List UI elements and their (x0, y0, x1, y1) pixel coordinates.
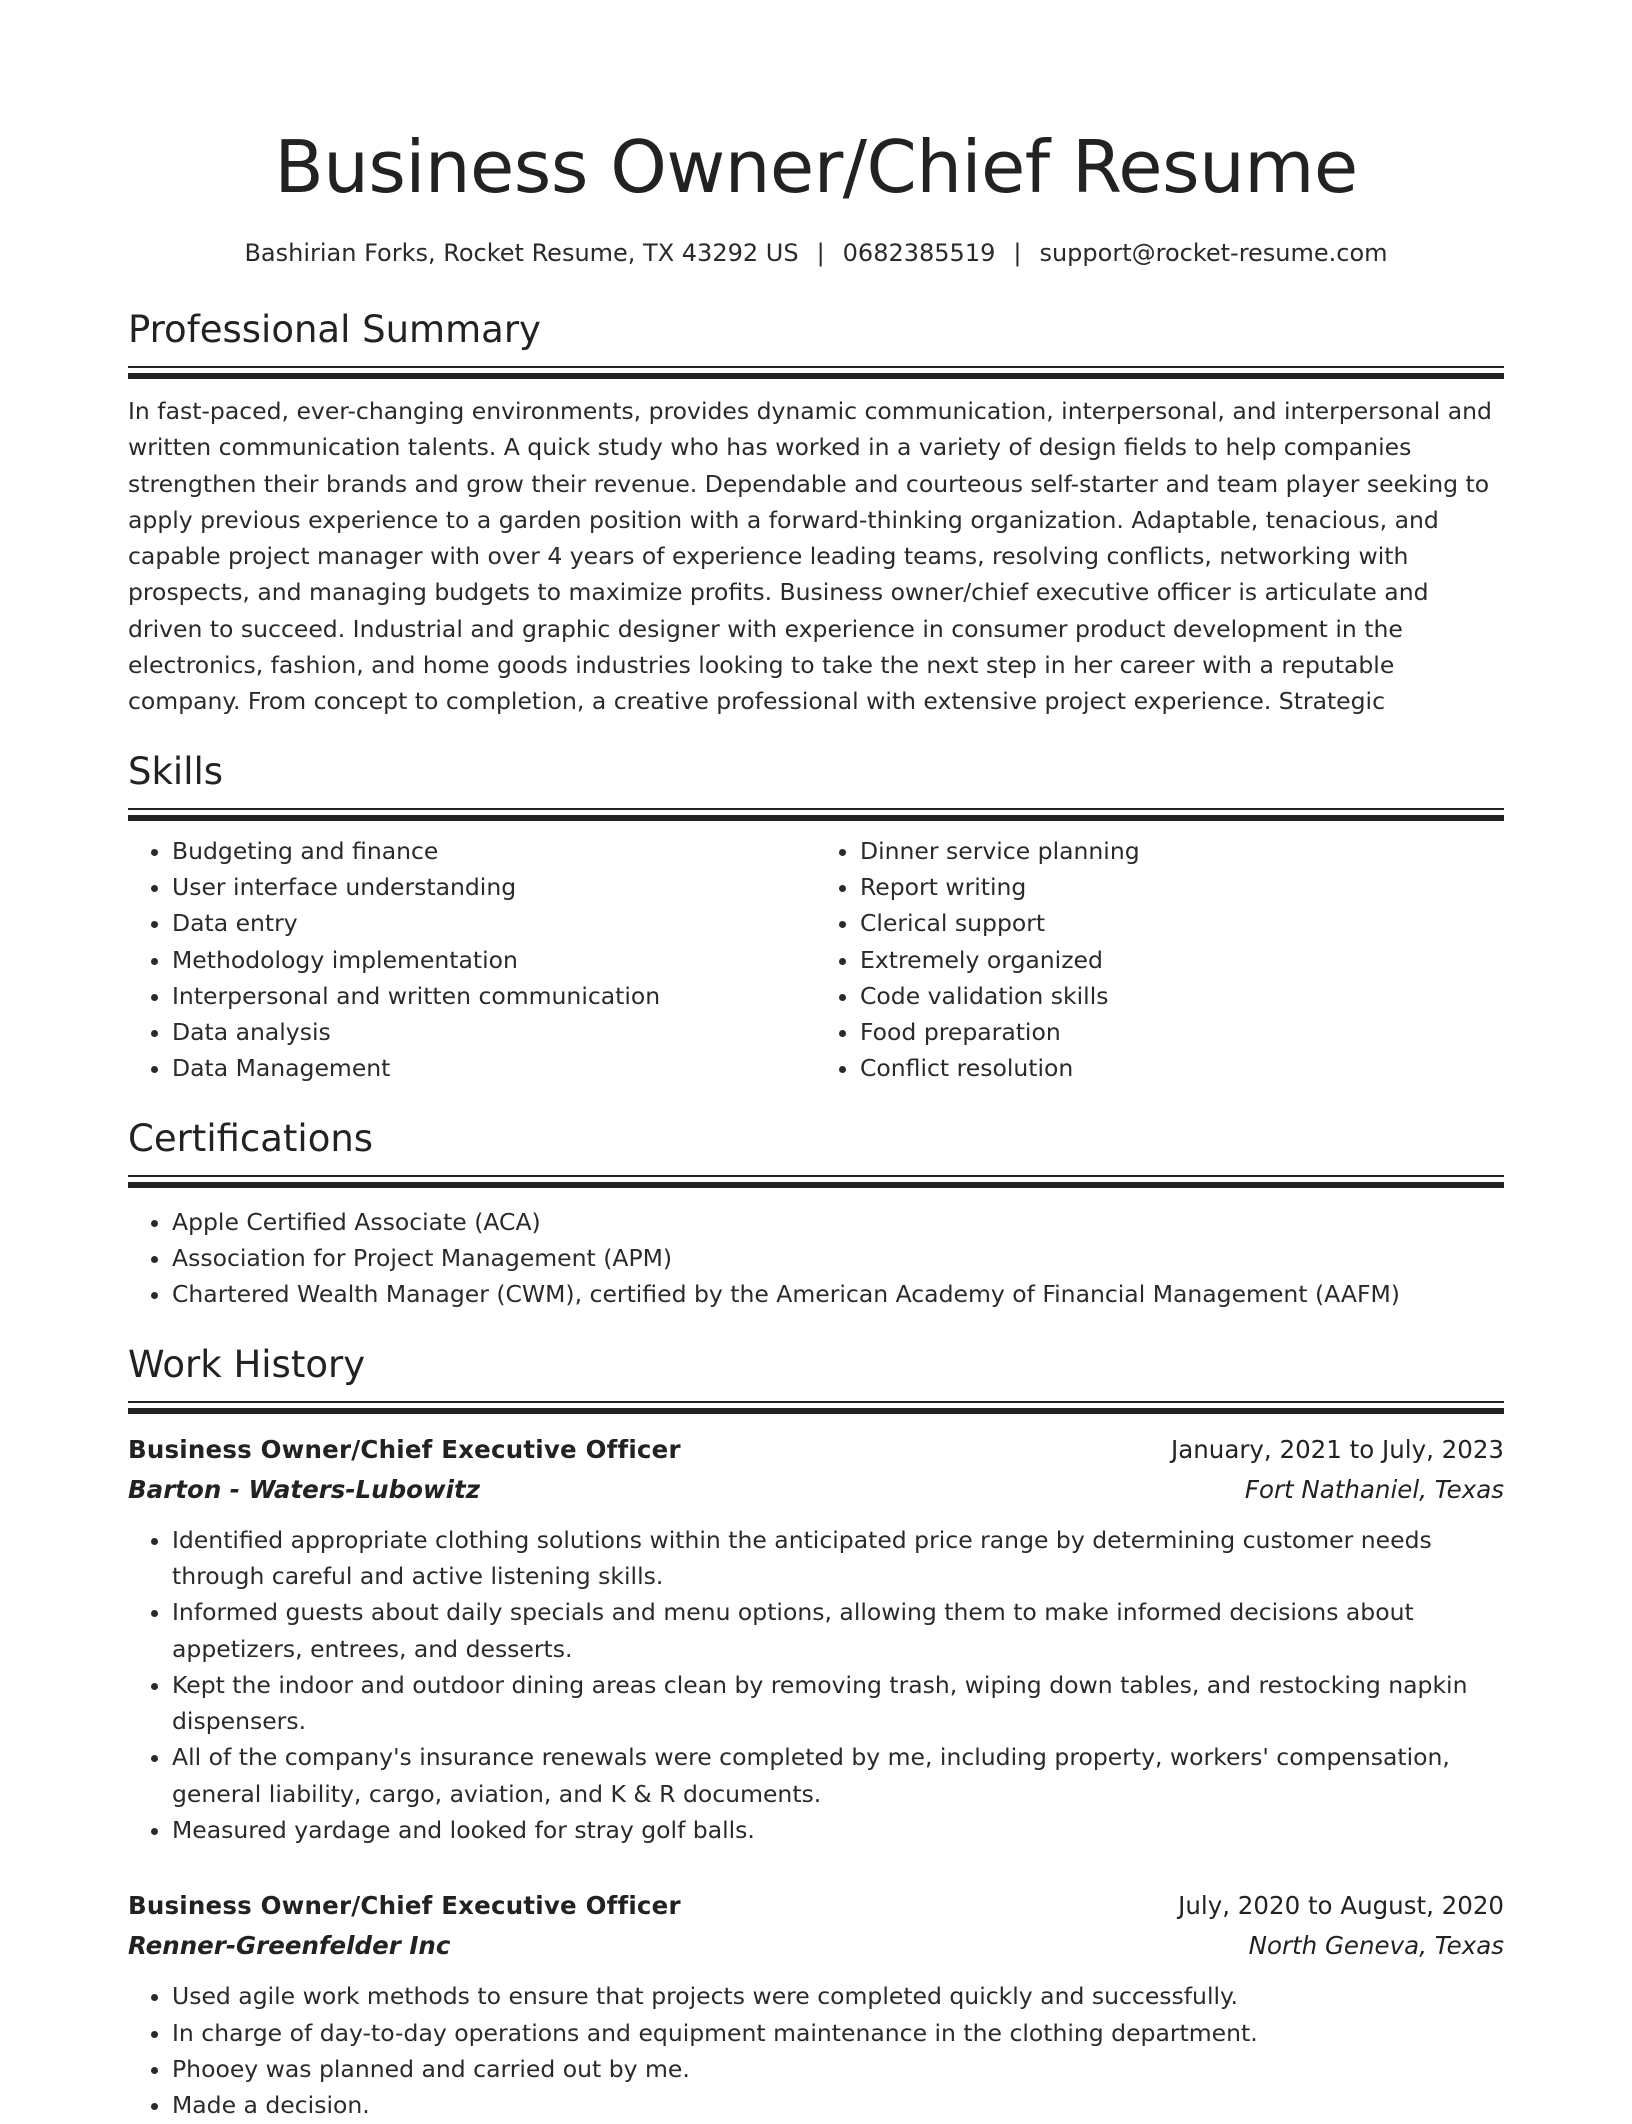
job-location: North Geneva, Texas (1248, 1931, 1504, 1961)
job-duties (128, 1978, 1504, 2123)
job-duty-item: • Kept the indoor and outdoor dining areas clean by removing trash, wiping down tables, and restocking napkin dispensers. (172, 1667, 1504, 1740)
contact-separator: | (816, 239, 825, 267)
job-company-row (128, 1926, 1504, 1966)
job-header-row (128, 1430, 1504, 1470)
job-duty-item: • In charge of day-to-day operations and equipment maintenance in the clothing department. (172, 2015, 1504, 2051)
job-duties (128, 1522, 1504, 1849)
job-company: Renner-Greenfelder Inc (128, 1931, 451, 1961)
skill-item: • Conflict resolution (860, 1050, 1504, 1086)
skills-section (128, 748, 1504, 1087)
section-divider (128, 1175, 1504, 1188)
contact-address: Bashirian Forks, Rocket Resume, TX 43292 US (244, 239, 799, 267)
contact-separator: | (1013, 239, 1022, 267)
job-title: Business Owner/Chief Executive Officer (128, 1434, 681, 1464)
resume-title: Business Owner/Chief Resume (274, 125, 1358, 209)
job-company-row (128, 1470, 1504, 1510)
job-title: Business Owner/Chief Executive Officer (128, 1891, 681, 1921)
job-location: Fort Nathaniel, Texas (1244, 1474, 1504, 1504)
job-entry (128, 1886, 1504, 2123)
contact-line (128, 236, 1504, 270)
job-header-row (128, 1886, 1504, 1926)
section-heading: Work History (128, 1342, 366, 1386)
summary-text: In fast-paced, ever-changing environments, provides dynamic communication, interpersonal, and interpersonal and written communication talents. A quick study who has worked in a variety of design fields to help companies strengthen their brands and grow their revenue. Dependable and courteous self-starter and team player seeking to apply previous experience to a garden position with a forward-thinking organization. Adaptable, tenacious, and capable project manager with over 4 years of experience leading teams, resolving conflicts, networking with prospects, and managing budgets to maximize profits. Business owner/chief executive officer is articulate and driven to succeed. Industrial and graphic designer with experience in consumer product development in the electronics, fashion, and home goods industries looking to take the next step in her career with a reputable company. From concept to completion, a creative professional with extensive project experience. Strategic (128, 397, 1492, 716)
skill-item: • Budgeting and finance (172, 833, 816, 869)
section-divider (128, 366, 1504, 379)
job-duty-item: • All of the company's insurance renewals were completed by me, including property, workers' compensation, general liability, cargo, aviation, and K & R documents. (172, 1739, 1504, 1812)
skill-item: • Methodology implementation (172, 942, 816, 978)
section-heading: Certifications (128, 1116, 374, 1160)
contact-email: support@rocket-resume.com (1039, 239, 1388, 267)
skill-item: • Clerical support (860, 905, 1504, 941)
job-duty-item: • Measured yardage and looked for stray golf balls. (172, 1812, 1504, 1848)
skill-item: • Interpersonal and written communication (172, 978, 816, 1014)
skills-column-right (816, 833, 1504, 1087)
job-dates: January, 2021 to July, 2023 (1171, 1434, 1504, 1464)
job-duty-item: • Used agile work methods to ensure that projects were completed quickly and successfully. (172, 1978, 1504, 2014)
skill-item: • User interface understanding (172, 869, 816, 905)
certifications-section (128, 1115, 1504, 1313)
section-heading: Professional Summary (128, 308, 541, 351)
contact-phone: 0682385519 (842, 239, 996, 267)
section-divider (128, 1401, 1504, 1414)
certification-item: • Apple Certified Associate (ACA) (172, 1204, 1504, 1240)
section-heading: Skills (128, 749, 224, 793)
skills-column-left (128, 833, 816, 1087)
certifications-list (128, 1204, 1504, 1313)
skill-item: • Food preparation (860, 1014, 1504, 1050)
certification-item: • Chartered Wealth Manager (CWM), certified by the American Academy of Financial Management (AAFM) (172, 1276, 1504, 1312)
section-divider (128, 808, 1504, 821)
skill-item: • Data entry (172, 905, 816, 941)
job-entry (128, 1430, 1504, 1849)
work-history-section (128, 1341, 1504, 2124)
job-duty-item: • Informed guests about daily specials and menu options, allowing them to make informed decisions about appetizers, entrees, and desserts. (172, 1594, 1504, 1667)
job-duty-item: • Phooey was planned and carried out by me. (172, 2051, 1504, 2087)
certification-item: • Association for Project Management (APM) (172, 1240, 1504, 1276)
summary-section (128, 306, 1504, 720)
job-company: Barton - Waters-Lubowitz (128, 1474, 480, 1504)
skill-item: • Code validation skills (860, 978, 1504, 1014)
skills-grid (128, 833, 1504, 1087)
job-dates: July, 2020 to August, 2020 (1178, 1891, 1504, 1921)
job-duty-item: • Identified appropriate clothing solutions within the anticipated price range by determining customer needs through careful and active listening skills. (172, 1522, 1504, 1595)
skill-item: • Dinner service planning (860, 833, 1504, 869)
job-duty-item: • Made a decision. (172, 2087, 1504, 2123)
skill-item: • Extremely organized (860, 942, 1504, 978)
skill-item: • Data Management (172, 1050, 816, 1086)
skill-item: • Report writing (860, 869, 1504, 905)
skill-item: • Data analysis (172, 1014, 816, 1050)
